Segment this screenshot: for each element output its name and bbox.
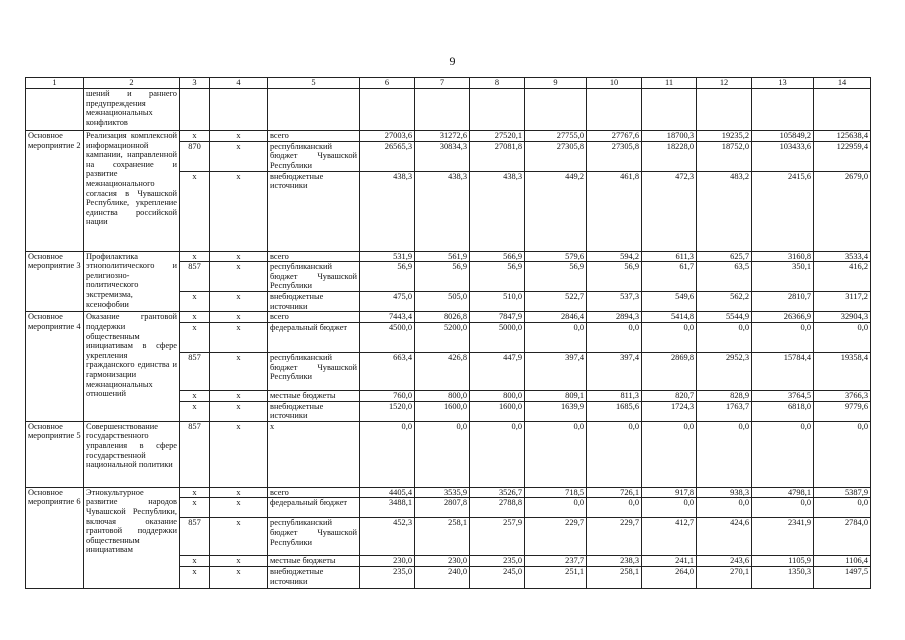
value-cell: 125638,4: [814, 131, 871, 142]
value-cell: 424,6: [697, 518, 752, 556]
value-cell: 1639,9: [525, 401, 587, 421]
value-cell: 426,8: [415, 352, 470, 390]
classification-cell: х: [210, 498, 268, 518]
value-cell: 4405,4: [360, 487, 415, 498]
budget-code-cell: х: [180, 498, 210, 518]
value-cell: 0,0: [814, 421, 871, 487]
value-cell: 18700,3: [642, 131, 697, 142]
value-cell: 2807,8: [415, 498, 470, 518]
value-cell: 1105,9: [752, 556, 814, 567]
funding-source-cell: внебюджетные источники: [268, 292, 360, 312]
funding-source-cell: всего: [268, 312, 360, 323]
value-cell: 63,5: [697, 262, 752, 292]
value-cell: 56,9: [587, 262, 642, 292]
column-header: 7: [415, 78, 470, 89]
value-cell: 811,3: [587, 390, 642, 401]
value-cell: 561,9: [415, 251, 470, 262]
value-cell: 105849,2: [752, 131, 814, 142]
column-header: 6: [360, 78, 415, 89]
value-cell: 270,1: [697, 566, 752, 588]
value-cell: 2784,0: [814, 518, 871, 556]
budget-code-cell: х: [180, 131, 210, 142]
value-cell: 522,7: [525, 292, 587, 312]
value-cell: 0,0: [587, 421, 642, 487]
value-cell: 1600,0: [415, 401, 470, 421]
funding-source-cell: внебюджетные источники: [268, 401, 360, 421]
value-cell: 438,3: [470, 171, 525, 251]
value-cell: 726,1: [587, 487, 642, 498]
value-cell: 5414,8: [642, 312, 697, 323]
value-cell: 243,6: [697, 556, 752, 567]
budget-table: [25, 77, 871, 589]
funding-source-cell: местные бюджеты: [268, 556, 360, 567]
budget-code-cell: х: [180, 566, 210, 588]
column-header: 4: [210, 78, 268, 89]
value-cell: 1685,6: [587, 401, 642, 421]
value-cell: 1106,4: [814, 556, 871, 567]
measure-title: Основное мероприятие 2: [26, 131, 84, 252]
value-cell: 0,0: [525, 498, 587, 518]
value-cell: 828,9: [697, 390, 752, 401]
value-cell: 350,1: [752, 262, 814, 292]
value-cell: 258,1: [415, 518, 470, 556]
value-cell: 264,0: [642, 566, 697, 588]
value-cell: 537,3: [587, 292, 642, 312]
value-cell: 229,7: [525, 518, 587, 556]
value-cell: 237,7: [525, 556, 587, 567]
funding-source-cell: республиканский бюджет Чувашской Республики: [268, 352, 360, 390]
value-cell: 0,0: [525, 322, 587, 352]
value-cell: 0,0: [814, 322, 871, 352]
value-cell: 3488,1: [360, 498, 415, 518]
funding-source-cell: республиканский бюджет Чувашской Республики: [268, 262, 360, 292]
column-header: 13: [752, 78, 814, 89]
classification-cell: х: [210, 352, 268, 390]
budget-code-cell: х: [180, 312, 210, 323]
value-cell: 1763,7: [697, 401, 752, 421]
value-cell: 5200,0: [415, 322, 470, 352]
funding-source-cell: всего: [268, 487, 360, 498]
value-cell: 6818,0: [752, 401, 814, 421]
value-cell: 230,0: [415, 556, 470, 567]
column-header: 1: [26, 78, 84, 89]
value-cell: 809,1: [525, 390, 587, 401]
classification-cell: х: [210, 556, 268, 567]
page-number: 9: [449, 54, 456, 68]
value-cell: 397,4: [587, 352, 642, 390]
value-cell: 32904,3: [814, 312, 871, 323]
value-cell: 251,1: [525, 566, 587, 588]
value-cell: 452,3: [360, 518, 415, 556]
measure-description: Оказание грантовой поддержки общественным инициативам в сфере укрепления гражданского единства и гармонизации межнациональных отношений: [84, 312, 180, 421]
value-cell: 27305,8: [525, 141, 587, 171]
value-cell: 549,6: [642, 292, 697, 312]
value-cell: 4500,0: [360, 322, 415, 352]
value-cell: 412,7: [642, 518, 697, 556]
column-header: 2: [84, 78, 180, 89]
classification-cell: х: [210, 141, 268, 171]
value-cell: 27003,6: [360, 131, 415, 142]
value-cell: 3764,5: [752, 390, 814, 401]
value-cell: 0,0: [642, 421, 697, 487]
classification-cell: х: [210, 251, 268, 262]
value-cell: 2894,3: [587, 312, 642, 323]
value-cell: 2846,4: [525, 312, 587, 323]
value-cell: 579,6: [525, 251, 587, 262]
value-cell: 2810,7: [752, 292, 814, 312]
budget-code-cell: х: [180, 292, 210, 312]
classification-cell: х: [210, 390, 268, 401]
value-cell: 510,0: [470, 292, 525, 312]
value-cell: 663,4: [360, 352, 415, 390]
value-cell: 2679,0: [814, 171, 871, 251]
value-cell: 8026,8: [415, 312, 470, 323]
value-cell: 0,0: [752, 421, 814, 487]
value-cell: 2415,6: [752, 171, 814, 251]
classification-cell: х: [210, 401, 268, 421]
value-cell: 2341,9: [752, 518, 814, 556]
value-cell: 760,0: [360, 390, 415, 401]
value-cell: 230,0: [360, 556, 415, 567]
classification-cell: х: [210, 566, 268, 588]
classification-cell: х: [210, 518, 268, 556]
value-cell: 0,0: [697, 498, 752, 518]
funding-source-cell: местные бюджеты: [268, 390, 360, 401]
value-cell: 31272,6: [415, 131, 470, 142]
budget-code-cell: х: [180, 171, 210, 251]
value-cell: 241,1: [642, 556, 697, 567]
measure-description: Совершенствование государственного управления в сфере государственной национальной политики: [84, 421, 180, 487]
value-cell: 1520,0: [360, 401, 415, 421]
funding-source-cell: республиканский бюджет Чувашской Республики: [268, 141, 360, 171]
value-cell: 26565,3: [360, 141, 415, 171]
value-cell: 820,7: [642, 390, 697, 401]
column-header: 8: [470, 78, 525, 89]
column-header: 5: [268, 78, 360, 89]
value-cell: 625,7: [697, 251, 752, 262]
budget-code-cell: х: [180, 401, 210, 421]
value-cell: 229,7: [587, 518, 642, 556]
value-cell: 3117,2: [814, 292, 871, 312]
measure-title: Основное мероприятие 4: [26, 312, 84, 421]
value-cell: 3766,3: [814, 390, 871, 401]
value-cell: 0,0: [814, 498, 871, 518]
value-cell: 5387,9: [814, 487, 871, 498]
value-cell: 26366,9: [752, 312, 814, 323]
value-cell: 235,0: [470, 556, 525, 567]
measure-title: Основное мероприятие 6: [26, 487, 84, 588]
classification-cell: х: [210, 322, 268, 352]
value-cell: 0,0: [752, 498, 814, 518]
value-cell: 461,8: [587, 171, 642, 251]
value-cell: 7847,9: [470, 312, 525, 323]
value-cell: 1350,3: [752, 566, 814, 588]
value-cell: 15784,4: [752, 352, 814, 390]
table-row: [26, 312, 871, 323]
value-cell: 0,0: [415, 421, 470, 487]
value-cell: 505,0: [415, 292, 470, 312]
value-cell: 9779,6: [814, 401, 871, 421]
table-row: [26, 251, 871, 262]
budget-code-cell: 857: [180, 262, 210, 292]
column-header: 11: [642, 78, 697, 89]
value-cell: 18752,0: [697, 141, 752, 171]
value-cell: 245,0: [470, 566, 525, 588]
classification-cell: х: [210, 171, 268, 251]
value-cell: 257,9: [470, 518, 525, 556]
value-cell: 19235,2: [697, 131, 752, 142]
value-cell: 594,2: [587, 251, 642, 262]
funding-source-cell: внебюджетные источники: [268, 171, 360, 251]
value-cell: 56,9: [415, 262, 470, 292]
budget-code-cell: х: [180, 556, 210, 567]
value-cell: 5000,0: [470, 322, 525, 352]
value-cell: 27305,8: [587, 141, 642, 171]
value-cell: 475,0: [360, 292, 415, 312]
value-cell: 2869,8: [642, 352, 697, 390]
budget-code-cell: х: [180, 487, 210, 498]
column-header: 9: [525, 78, 587, 89]
value-cell: 1497,5: [814, 566, 871, 588]
value-cell: 438,3: [360, 171, 415, 251]
value-cell: 3535,9: [415, 487, 470, 498]
value-cell: 0,0: [587, 498, 642, 518]
value-cell: 438,3: [415, 171, 470, 251]
value-cell: 19358,4: [814, 352, 871, 390]
value-cell: 917,8: [642, 487, 697, 498]
value-cell: 800,0: [415, 390, 470, 401]
value-cell: 240,0: [415, 566, 470, 588]
budget-code-cell: 857: [180, 518, 210, 556]
value-cell: 27081,8: [470, 141, 525, 171]
column-number-row: [26, 78, 871, 89]
value-cell: 472,3: [642, 171, 697, 251]
classification-cell: х: [210, 421, 268, 487]
value-cell: 416,2: [814, 262, 871, 292]
value-cell: 3160,8: [752, 251, 814, 262]
value-cell: 1600,0: [470, 401, 525, 421]
value-cell: 0,0: [642, 498, 697, 518]
value-cell: 447,9: [470, 352, 525, 390]
column-header: 10: [587, 78, 642, 89]
value-cell: 566,9: [470, 251, 525, 262]
value-cell: 56,9: [470, 262, 525, 292]
value-cell: 0,0: [587, 322, 642, 352]
value-cell: 2952,3: [697, 352, 752, 390]
classification-cell: х: [210, 131, 268, 142]
value-cell: 56,9: [525, 262, 587, 292]
value-cell: 611,3: [642, 251, 697, 262]
table-row: [26, 421, 871, 487]
funding-source-cell: республиканский бюджет Чувашской Республики: [268, 518, 360, 556]
budget-code-cell: 870: [180, 141, 210, 171]
value-cell: 449,2: [525, 171, 587, 251]
value-cell: 0,0: [525, 421, 587, 487]
value-cell: 562,2: [697, 292, 752, 312]
value-cell: 0,0: [470, 421, 525, 487]
value-cell: 2788,8: [470, 498, 525, 518]
value-cell: 3533,4: [814, 251, 871, 262]
value-cell: 0,0: [360, 421, 415, 487]
continuation-row: [26, 89, 871, 131]
value-cell: 0,0: [697, 421, 752, 487]
value-cell: 531,9: [360, 251, 415, 262]
value-cell: 30834,3: [415, 141, 470, 171]
value-cell: 238,3: [587, 556, 642, 567]
table-row: [26, 131, 871, 142]
value-cell: 235,0: [360, 566, 415, 588]
value-cell: 938,3: [697, 487, 752, 498]
value-cell: 27755,0: [525, 131, 587, 142]
classification-cell: х: [210, 262, 268, 292]
value-cell: 3526,7: [470, 487, 525, 498]
value-cell: 61,7: [642, 262, 697, 292]
funding-source-cell: всего: [268, 251, 360, 262]
funding-source-cell: внебюджетные источники: [268, 566, 360, 588]
value-cell: 718,5: [525, 487, 587, 498]
value-cell: 483,2: [697, 171, 752, 251]
value-cell: 103433,6: [752, 141, 814, 171]
funding-source-cell: х: [268, 421, 360, 487]
table-row: [26, 487, 871, 498]
budget-code-cell: х: [180, 322, 210, 352]
funding-source-cell: всего: [268, 131, 360, 142]
measure-description: Реализация комплексной информационной кампании, направленной на сохранение и развитие межнационального согласия в Чувашской Республике, укрепление единства российской нации: [84, 131, 180, 252]
funding-source-cell: федеральный бюджет: [268, 322, 360, 352]
measure-description: Этнокультурное развитие народов Чувашской Республики, включая оказание грантовой поддержки общественным инициативам: [84, 487, 180, 588]
measure-description: Профилактика этнополитического и религиозно-политического экстремизма, ксенофобии: [84, 251, 180, 312]
value-cell: 800,0: [470, 390, 525, 401]
classification-cell: х: [210, 312, 268, 323]
value-cell: 0,0: [697, 322, 752, 352]
budget-code-cell: х: [180, 390, 210, 401]
value-cell: 56,9: [360, 262, 415, 292]
value-cell: 27520,1: [470, 131, 525, 142]
classification-cell: х: [210, 292, 268, 312]
measure-title: Основное мероприятие 5: [26, 421, 84, 487]
budget-code-cell: 857: [180, 352, 210, 390]
continuation-text: шений и раннего предупреждения межнациональных конфликтов: [84, 89, 180, 131]
value-cell: 258,1: [587, 566, 642, 588]
value-cell: 122959,4: [814, 141, 871, 171]
budget-code-cell: х: [180, 251, 210, 262]
column-header: 12: [697, 78, 752, 89]
value-cell: 0,0: [642, 322, 697, 352]
value-cell: 397,4: [525, 352, 587, 390]
column-header: 3: [180, 78, 210, 89]
value-cell: 5544,9: [697, 312, 752, 323]
column-header: 14: [814, 78, 871, 89]
budget-code-cell: 857: [180, 421, 210, 487]
value-cell: 18228,0: [642, 141, 697, 171]
value-cell: 27767,6: [587, 131, 642, 142]
value-cell: 0,0: [752, 322, 814, 352]
value-cell: 1724,3: [642, 401, 697, 421]
value-cell: 4798,1: [752, 487, 814, 498]
classification-cell: х: [210, 487, 268, 498]
measure-title: Основное мероприятие 3: [26, 251, 84, 312]
funding-source-cell: федеральный бюджет: [268, 498, 360, 518]
value-cell: 7443,4: [360, 312, 415, 323]
